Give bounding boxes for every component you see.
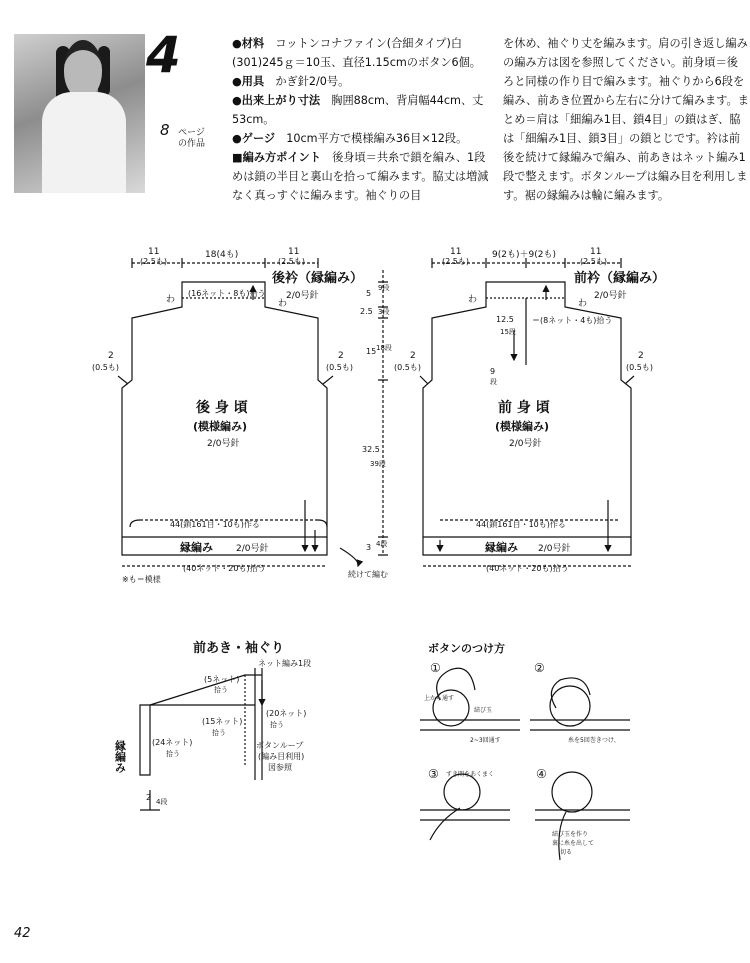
back-collar-pick: (16ネット・8も)拾う: [188, 289, 266, 298]
button-4-circle: [552, 772, 592, 812]
detail-loop2: (編み目利用): [258, 752, 305, 761]
back-side-left-sub: (0.5も): [92, 363, 119, 372]
detail-title: 前あき・袖ぐり: [193, 641, 285, 656]
front-top-w1-sub: (2.5も): [442, 257, 469, 266]
front-side-left-sub: (0.5も): [394, 363, 421, 372]
front-body-hook: 2/0号針: [509, 439, 542, 449]
vertical-v5-sub: 4段: [376, 540, 388, 548]
back-body-title: 後 身 頃: [196, 400, 248, 416]
materials-body: コットンコナファイン(合細タイプ)白(301)245ｇ＝10玉、直径1.15cmのボタン6個。: [232, 37, 481, 69]
back-border-outline: [122, 537, 327, 555]
pattern-note: ※も＝模様: [122, 575, 161, 584]
tools-head: ●用具: [232, 75, 265, 88]
vertical-v3-sub: 18段: [376, 344, 392, 352]
detail-border-box: [140, 705, 150, 775]
detail-p24: (24ネット): [152, 738, 193, 747]
front-opening-pick: ＝(8ネット・4も)拾う: [532, 316, 613, 325]
detail-loop3: 図参照: [268, 763, 292, 772]
vertical-v4-sub: 39段: [370, 460, 386, 468]
button-step3: ③: [428, 767, 439, 781]
button-step3-a: すき間をあくまく: [446, 771, 495, 778]
button-step1-b: 結び玉: [474, 707, 493, 714]
front-side-right-sub: (0.5も): [626, 363, 653, 372]
back-bottom-pick: (40ネット・20も)拾う: [183, 564, 266, 573]
button-3-circle: [444, 774, 480, 810]
back-top-w1: 11: [148, 247, 160, 257]
detail-bottom: 2: [146, 793, 152, 802]
detail-p15: (15ネット): [202, 717, 243, 726]
button-step4-c: 切る: [560, 849, 573, 856]
tools-body: かぎ針2/0号。: [264, 75, 350, 88]
page-reference-note: ページの作品: [178, 128, 206, 149]
vertical-v3: 15: [366, 347, 377, 356]
front-top-w3: 11: [590, 247, 602, 257]
item-number: 4: [146, 26, 181, 84]
size-head: ●出来上がり寸法: [232, 94, 321, 107]
back-border-label: 縁編み: [180, 541, 213, 554]
front-inner-sub: 段: [490, 378, 497, 386]
front-collar-hook: 2/0号針: [594, 291, 627, 301]
back-top-w3: 11: [288, 247, 300, 257]
page-number: 42: [14, 926, 31, 941]
button-step4: ④: [536, 767, 547, 781]
front-border-hook: 2/0号針: [538, 544, 571, 554]
back-side-right-sub: (0.5も): [326, 363, 353, 372]
vertical-v5: 3: [366, 543, 372, 552]
front-body-title: 前 身 頃: [498, 400, 550, 416]
points-body: 後身頃＝共糸で鎖を編み、1段めは鎖の半目と裏山を拾って編みます。脇丈は増減なく真っすぐに編みます。袖ぐりの目: [232, 151, 489, 202]
back-top-w1-sub: (2.5も): [140, 257, 167, 266]
button-step4-b: 裏に糸を出して: [552, 840, 595, 847]
back-body-hook: 2/0号針: [207, 439, 240, 449]
back-wa-right: わ: [278, 299, 288, 309]
front-collar-title: 前衿（縁編み）: [574, 271, 666, 286]
detail-p5: (5ネット): [204, 675, 240, 684]
front-opening-length: 12.5: [496, 315, 514, 324]
vertical-v2-sub: 3段: [378, 308, 390, 316]
detail-p24-sub: 拾う: [166, 750, 180, 758]
button-step1: ①: [430, 661, 441, 675]
vertical-v1: 5: [366, 289, 372, 298]
button-step4-a: 結び玉を作り: [552, 831, 589, 838]
instructions-continued: を休め、袖ぐり丈を編みます。肩の引き返し編みの編み方は図を参照してください。前身頃＝後ろと同様の作り目で編みます。袖ぐりから6段を編み、前あき位置から左右に分けて編みます。まとめ＝肩は「細編み1目、鎖4目」の鎖はぎ、脇は「細編み1目、鎖3目」の鎖とじです。衿は前後を続けて縁編みで編み、前あきはネット編み1段で整えます。ボタンループは編み目を利用します。裾の縁編みは輪に編みます。: [503, 37, 749, 202]
back-collar-hook: 2/0号針: [286, 291, 319, 301]
front-border-outline: [423, 537, 631, 555]
back-border-hook: 2/0号針: [236, 544, 269, 554]
vertical-v1-sub: 9段: [378, 284, 390, 292]
front-top-w1: 11: [450, 247, 462, 257]
detail-net1: ネット編み1段: [258, 659, 312, 668]
front-border-label: 縁編み: [485, 541, 518, 554]
continue-note: 続けて編む: [348, 570, 388, 579]
page-reference: 8: [160, 121, 170, 139]
detail-bottom-sub: 4段: [156, 798, 168, 806]
front-side-right: 2: [638, 351, 644, 361]
size-body: 胸囲88cm、背肩幅44cm、丈53cm。: [232, 94, 484, 126]
vertical-v4: 32.5: [362, 445, 380, 454]
back-top-w3-sub: (2.5も): [278, 257, 305, 266]
front-inner: 9: [490, 367, 496, 376]
detail-border-label: 縁編み: [113, 740, 127, 773]
front-chain: 44(鎖161目・10も)作る: [476, 520, 566, 529]
detail-p20-sub: 拾う: [270, 721, 284, 729]
back-top-w2: 18(4も): [205, 250, 239, 260]
button-step2: ②: [534, 661, 545, 675]
detail-p20: (20ネット): [266, 709, 307, 718]
points-head: ■編み方ポイント: [232, 151, 321, 164]
back-chain: 44(鎖161目・10も)作る: [170, 520, 260, 529]
back-side-right: 2: [338, 351, 344, 361]
back-body-pattern: (模様編み): [193, 420, 248, 433]
front-wa-left: わ: [468, 295, 478, 305]
front-bottom-pick: (40ネット・20も)拾う: [486, 564, 569, 573]
detail-p5-sub: 拾う: [214, 686, 228, 694]
gauge-head: ●ゲージ: [232, 132, 276, 145]
back-wa-left: わ: [166, 295, 176, 305]
front-top-w3-sub: (2.5も): [580, 257, 607, 266]
front-body-pattern: (模様編み): [495, 420, 550, 433]
front-wa-right: わ: [578, 299, 588, 309]
button-step2-a: 糸を5回巻きつけ、: [568, 737, 620, 744]
button-step1-a: 上から通す: [424, 695, 455, 702]
detail-p15-sub: 拾う: [212, 729, 226, 737]
detail-loop1: ボタンループ: [256, 741, 304, 750]
vertical-v2: 2.5: [360, 307, 373, 316]
materials-head: ●材料: [232, 37, 265, 50]
back-collar-title: 後衿（縁編み）: [272, 271, 364, 286]
front-opening-rows: 15段: [500, 328, 516, 336]
back-side-left: 2: [108, 351, 114, 361]
button-step1-c: 2~3回通す: [470, 737, 501, 744]
button-title: ボタンのつけ方: [428, 642, 505, 655]
gauge-body: 10cm平方で模様編み36目×12段。: [275, 132, 468, 145]
front-side-left: 2: [410, 351, 416, 361]
front-top-w2: 9(2も)＋9(2も): [492, 250, 556, 260]
